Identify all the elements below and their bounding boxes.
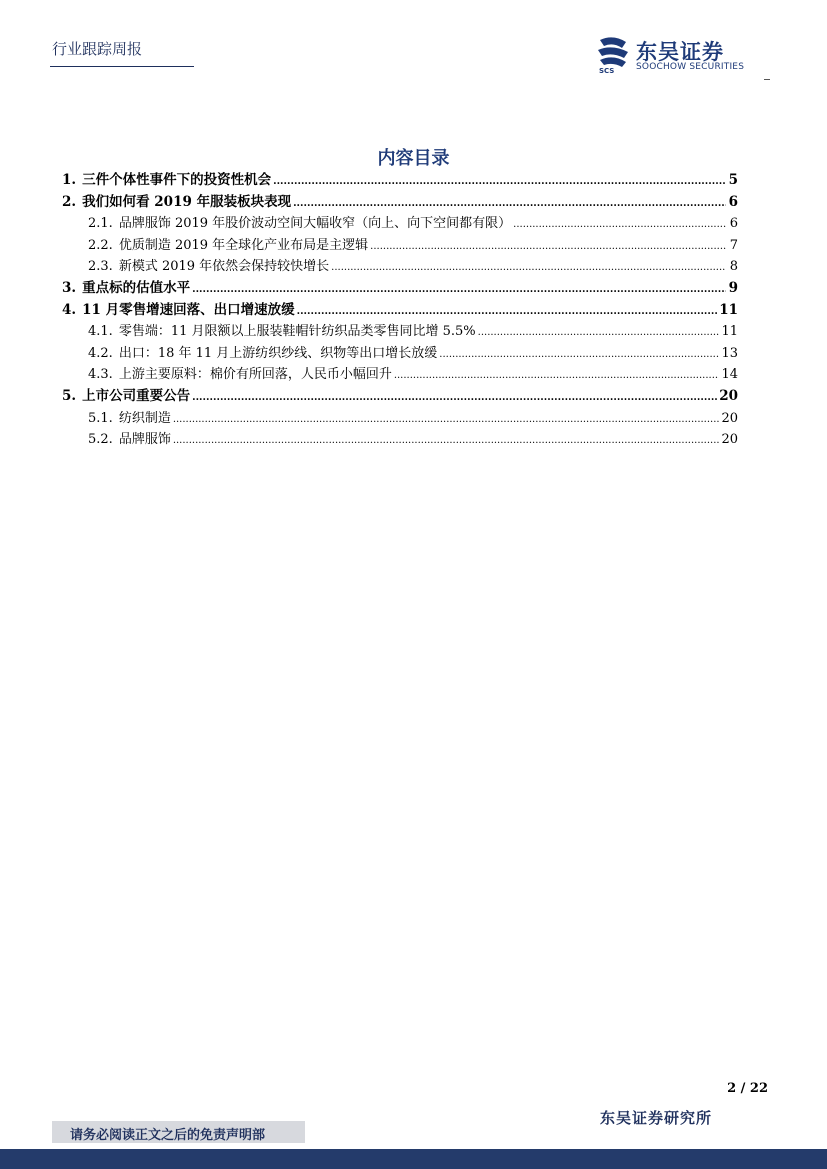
toc-entry[interactable] [62,321,738,343]
toc-dot-leader [370,236,726,258]
toc-entry-page: 6 [729,216,738,232]
toc-entry-number: 4. [62,301,77,318]
toc-entry[interactable] [62,386,738,408]
toc-entry-title: 新模式 2019 年依然会保持较快增长 [118,259,330,275]
bottom-bar [0,1149,827,1169]
toc-entry-number: 5.1. [88,410,113,426]
toc-dot-leader [192,387,717,409]
toc-entry-page: 6 [728,193,738,210]
header-tick [764,79,770,80]
toc-entry-title: 11 月零售增速回落、出口增速放缓 [82,301,295,318]
logo-chinese-name: 东吴证券 [636,40,724,64]
toc-entry-number: 5. [62,387,77,404]
toc-entry[interactable] [62,364,738,386]
toc-entry-title: 品牌服饰 2019 年股价波动空间大幅收窄（向上、向下空间都有限） [118,216,512,232]
toc-dot-leader [331,257,726,279]
scs-logo-icon [596,36,630,74]
toc-entry-page: 7 [729,237,738,253]
toc-entry-number: 4.2. [88,345,113,361]
toc-entry[interactable] [62,170,738,192]
toc-entry-page: 11 [719,301,738,318]
toc-entry-title: 上游主要原料：棉价有所回落，人民币小幅回升 [118,367,392,383]
toc-dot-leader [192,279,726,301]
toc-entry-page: 20 [721,432,738,448]
toc-entry-page: 11 [721,324,738,340]
toc-entry-number: 2.3. [88,259,113,275]
toc-dot-leader [394,365,720,387]
toc-entry-page: 13 [721,345,738,361]
toc-entry-title: 三件个体性事件下的投资性机会 [82,172,272,188]
toc-entry-page: 14 [721,367,738,383]
page-indicator: 2 / 22 [727,1081,768,1096]
toc-entry[interactable] [62,278,738,300]
toc-entry-number: 2.1. [88,216,113,232]
toc-entry[interactable] [62,192,738,214]
toc-dot-leader [439,344,719,366]
report-type-label: 行业跟踪周报 [52,40,143,58]
toc-title: 内容目录 [377,148,450,169]
table-of-contents [62,170,738,451]
toc-entry-title: 上市公司重要公告 [82,387,191,404]
toc-entry[interactable] [62,235,738,257]
toc-dot-leader [173,430,720,452]
toc-entry[interactable] [62,213,738,235]
toc-entry[interactable] [62,429,738,451]
toc-entry-number: 2. [62,193,77,210]
brand-logo [596,36,766,76]
toc-dot-leader [293,193,726,215]
toc-entry-title: 品牌服饰 [118,432,171,448]
toc-dot-leader [297,301,718,323]
toc-entry-page: 20 [719,387,738,404]
toc-entry-number: 4.3. [88,367,113,383]
toc-entry[interactable] [62,256,738,278]
toc-entry-number: 2.2. [88,237,113,253]
toc-entry-number: 1. [62,172,77,188]
toc-dot-leader [273,171,726,193]
toc-entry-title: 纺织制造 [118,410,171,426]
toc-entry-title: 重点标的估值水平 [82,279,191,296]
toc-entry-title: 优质制造 2019 年全球化产业布局是主逻辑 [118,237,369,253]
toc-entry-title: 我们如何看 2019 年服装板块表现 [82,193,292,210]
header-rule [50,66,194,67]
toc-dot-leader [173,409,720,431]
toc-entry-page: 5 [728,172,738,188]
disclaimer-notice: 请务必阅读正文之后的免责声明部 [70,1128,266,1143]
toc-entry[interactable] [62,343,738,365]
svg-text:SCS: SCS [599,67,615,74]
toc-dot-leader [478,322,720,344]
toc-entry-title: 出口：18 年 11 月上游纺织纱线、织物等出口增长放缓 [118,345,438,361]
footer-organization: 东吴证券研究所 [600,1109,713,1127]
toc-dot-leader [513,214,726,236]
toc-entry[interactable] [62,300,738,322]
toc-entry-page: 20 [721,410,738,426]
toc-entry-title: 零售端：11 月限额以上服装鞋帽针纺织品类零售同比增 5.5% [118,324,476,340]
logo-english-name: SOOCHOW SECURITIES [636,62,745,72]
toc-entry-page: 8 [729,259,738,275]
toc-entry-number: 4.1. [88,324,113,340]
toc-entry-number: 3. [62,279,77,296]
toc-entry[interactable] [62,408,738,430]
toc-entry-page: 9 [728,279,738,296]
toc-entry-number: 5.2. [88,432,113,448]
